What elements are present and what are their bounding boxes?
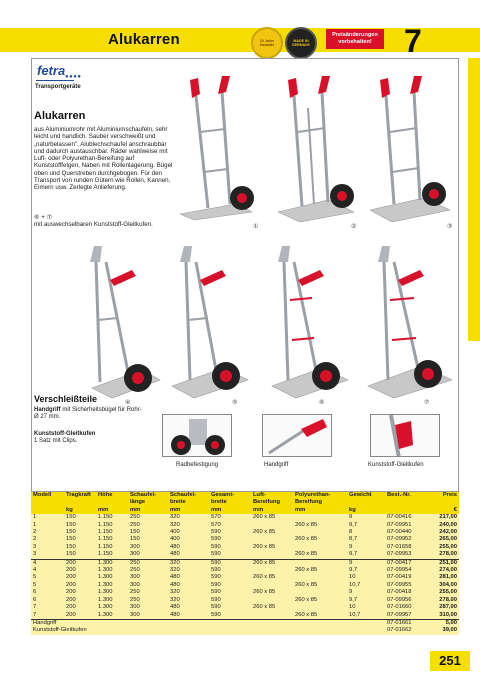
table-cell: 150: [64, 551, 96, 559]
table-cell: 250: [128, 559, 168, 567]
table-cell: [251, 536, 293, 543]
table-cell: 150: [64, 529, 96, 536]
table-cell: 250: [128, 567, 168, 574]
table-cell: 150: [64, 514, 96, 521]
table-cell: 590: [209, 589, 251, 596]
chapter-sidebar-tab: [468, 58, 480, 341]
table-cell: 1.150: [96, 529, 128, 536]
table-cell: 3: [31, 551, 64, 559]
table-cell: 2: [31, 536, 64, 543]
column-header: Preis: [421, 492, 459, 499]
table-cell: 320: [168, 522, 209, 529]
table-cell: 6: [31, 597, 64, 604]
product-heading: Alukarren: [34, 110, 86, 122]
brand-logo-line: [36, 80, 74, 81]
brand-subtitle: Transportgeräte: [35, 84, 81, 90]
table-cell: 150: [64, 522, 96, 529]
table-row: [31, 522, 459, 529]
hand-truck-3-image: [370, 72, 454, 222]
table-cell: [293, 559, 347, 567]
table-cell: 300: [128, 574, 168, 581]
column-header: Bereifung: [293, 499, 347, 506]
table-cell: 480: [168, 604, 209, 611]
table-cell: [293, 544, 347, 551]
handgrip-label: Handgriff: [34, 407, 61, 413]
table-header-row: [31, 492, 459, 499]
table-cell: 260 x 85: [251, 514, 293, 521]
table-row: [31, 589, 459, 596]
table-cell: 590: [209, 559, 251, 567]
table-cell: 1.150: [96, 514, 128, 521]
table-cell: 260 x 85: [293, 567, 347, 574]
table-row: [31, 574, 459, 581]
image-number-3: ③: [447, 224, 453, 230]
part-number-cell: 07-01662: [385, 627, 421, 634]
table-cell: 300: [128, 604, 168, 611]
table-cell: 1.150: [96, 544, 128, 551]
table-row: [31, 559, 459, 567]
table-cell: 590: [209, 597, 251, 604]
table-header-units-row: [31, 507, 459, 514]
table-row: [31, 544, 459, 551]
table-cell: 07-01660: [385, 604, 421, 611]
table-cell: [251, 612, 293, 620]
table-row: [31, 529, 459, 536]
table-cell: 1.300: [96, 612, 128, 620]
table-row: [31, 627, 459, 634]
handgrip-spec: [34, 407, 144, 421]
table-cell: 7: [31, 604, 64, 611]
column-header: mm: [209, 507, 251, 514]
table-cell: 240,00: [421, 522, 459, 529]
table-cell: 260 x 85: [251, 589, 293, 596]
table-cell: 255,00: [421, 589, 459, 596]
hand-truck-4-image: [72, 240, 162, 400]
guarantee-seal: 10 Jahre Garantie: [251, 27, 283, 59]
table-cell: 320: [168, 597, 209, 604]
table-cell: 5: [31, 574, 64, 581]
column-header: Best.-Nr.: [385, 492, 421, 499]
table-cell: 200: [64, 604, 96, 611]
table-cell: 07-00418: [385, 589, 421, 596]
table-row: [31, 619, 459, 627]
table-cell: 260 x 85: [293, 551, 347, 559]
table-cell: 07-09952: [385, 536, 421, 543]
wheel-mount-thumbnail: [162, 414, 232, 457]
table-cell: 251,00: [421, 559, 459, 567]
column-header: mm: [96, 507, 128, 514]
table-cell: 150: [128, 536, 168, 543]
hand-truck-1-image: [178, 72, 262, 220]
column-header: kg: [347, 507, 385, 514]
table-cell: [251, 551, 293, 559]
column-header: [31, 499, 64, 506]
brand-logo-dots: ●●●●: [65, 74, 82, 80]
table-cell: 320: [168, 589, 209, 596]
column-header: Modell: [31, 492, 64, 499]
table-cell: 07-09951: [385, 522, 421, 529]
table-row: [31, 567, 459, 574]
table-cell: 250: [128, 514, 168, 521]
caption-handgrip: Handgriff: [264, 462, 289, 468]
handgrip-thumbnail: [262, 414, 332, 457]
column-header: [64, 499, 96, 506]
part-price-cell: 5,00: [421, 619, 459, 627]
table-cell: 1.300: [96, 574, 128, 581]
table-cell: 400: [168, 536, 209, 543]
table-cell: 6: [31, 589, 64, 596]
table-cell: 10,7: [347, 582, 385, 589]
column-header: Tragkraft: [64, 492, 96, 499]
table-cell: 590: [209, 604, 251, 611]
table-cell: [293, 589, 347, 596]
table-cell: 3: [31, 544, 64, 551]
column-header: Gesamt-: [209, 492, 251, 499]
table-cell: 07-00417: [385, 559, 421, 567]
table-row: [31, 612, 459, 620]
hand-truck-7-image: [362, 240, 454, 400]
table-cell: 1: [31, 522, 64, 529]
table-row: [31, 597, 459, 604]
table-cell: [251, 567, 293, 574]
table-cell: 2: [31, 529, 64, 536]
skid-label: Kunststoff-Gleitkufen: [34, 431, 96, 437]
caption-wheel-mount: Radbefestigung: [176, 462, 219, 468]
table-cell: 1.300: [96, 559, 128, 567]
table-cell: 1.300: [96, 597, 128, 604]
table-cell: 320: [168, 559, 209, 567]
table-cell: 8: [347, 529, 385, 536]
table-cell: 1.150: [96, 551, 128, 559]
table-cell: 07-00416: [385, 514, 421, 521]
table-cell: 1.300: [96, 582, 128, 589]
table-cell: 300: [128, 551, 168, 559]
table-cell: [293, 574, 347, 581]
column-header: [96, 499, 128, 506]
column-header: Schaufel-: [128, 492, 168, 499]
table-cell: 260 x 85: [293, 612, 347, 620]
chapter-number: 7: [404, 23, 422, 59]
table-cell: 278,00: [421, 551, 459, 559]
table-cell: 9: [347, 559, 385, 567]
table-row: [31, 514, 459, 521]
made-in-germany-seal: MADE IN GERMANY: [285, 27, 317, 59]
table-cell: [251, 582, 293, 589]
table-cell: [293, 514, 347, 521]
table-cell: 150: [64, 544, 96, 551]
table-cell: 300: [128, 544, 168, 551]
part-name-cell: Kunststoff-Gleitkufen: [31, 627, 385, 634]
table-cell: 480: [168, 582, 209, 589]
table-cell: 300: [128, 612, 168, 620]
image-number-4: ④: [125, 400, 131, 406]
table-cell: 242,00: [421, 529, 459, 536]
table-cell: 200: [64, 567, 96, 574]
column-header: Luft-: [251, 492, 293, 499]
note-text: mit auswechselbaren Kunststoff-Gleitkufen.: [34, 221, 153, 229]
table-cell: 07-09955: [385, 582, 421, 589]
table-cell: [293, 604, 347, 611]
table-cell: 260 x 85: [251, 544, 293, 551]
image-number-1: ①: [253, 224, 259, 230]
table-cell: 9,7: [347, 522, 385, 529]
table-cell: 260 x 85: [251, 529, 293, 536]
table-cell: 1.300: [96, 567, 128, 574]
image-number-5: ⑤: [232, 400, 238, 406]
table-cell: 250: [128, 589, 168, 596]
table-row: [31, 551, 459, 559]
table-cell: 150: [128, 529, 168, 536]
table-cell: 07-09957: [385, 612, 421, 620]
page-title: Alukarren: [108, 31, 180, 48]
table-cell: 07-09956: [385, 597, 421, 604]
column-header: mm: [251, 507, 293, 514]
part-name-cell: Handgriff: [31, 619, 385, 627]
table-cell: 400: [168, 529, 209, 536]
table-cell: 200: [64, 597, 96, 604]
skid-text: 1 Satz mit Clips.: [34, 438, 78, 445]
table-cell: 07-09953: [385, 551, 421, 559]
column-header: Bereifung: [251, 499, 293, 506]
product-description: aus Aluminiumrohr mit Aluminiumschaufeln, sehr leicht und handlich. Sauber verschweißt und „naturbelassen". Alublechschaufel anschraubbar und dadurch austauschbar. Räder wahlweise mit Luft- oder Polyurethan-Bereifung auf Kunststofffelgen, Naben mit Rollenlagerung. Bügel oben und Querstreben durchgebogen. Für den Transport von runden Gütern wie Rollen, Kannen, Eimern usw. Zerlegte Anlieferung.: [34, 126, 173, 192]
table-cell: 217,00: [421, 514, 459, 521]
table-cell: [251, 522, 293, 529]
table-cell: 07-00419: [385, 574, 421, 581]
image-number-2: ②: [351, 224, 357, 230]
part-price-cell: 39,00: [421, 627, 459, 634]
spec-table: [31, 492, 459, 635]
table-cell: 260 x 85: [293, 522, 347, 529]
hand-truck-6-image: [262, 240, 352, 400]
table-cell: 1.150: [96, 522, 128, 529]
table-cell: 200: [64, 574, 96, 581]
table-cell: 281,00: [421, 574, 459, 581]
table-cell: 300: [128, 582, 168, 589]
table-cell: 9: [347, 544, 385, 551]
table-cell: 570: [209, 522, 251, 529]
column-header: mm: [128, 507, 168, 514]
table-cell: 10: [347, 604, 385, 611]
table-cell: 150: [64, 536, 96, 543]
wear-parts-heading: Verschleißteile: [34, 394, 98, 404]
table-cell: 9: [347, 514, 385, 521]
table-cell: 9,7: [347, 551, 385, 559]
table-cell: 250: [128, 597, 168, 604]
column-header: kg: [64, 507, 96, 514]
table-cell: 480: [168, 612, 209, 620]
page-number: 251: [430, 651, 470, 671]
table-cell: 200: [64, 612, 96, 620]
brand-logo: fetra: [37, 63, 66, 78]
column-header: Polyurethan-: [293, 492, 347, 499]
table-cell: 590: [209, 612, 251, 620]
column-header: [31, 507, 64, 514]
image-number-6: ⑥: [319, 400, 325, 406]
table-cell: 260 x 85: [293, 597, 347, 604]
table-cell: 260 x 85: [251, 604, 293, 611]
table-cell: 274,00: [421, 567, 459, 574]
table-cell: 5: [31, 582, 64, 589]
table-cell: 260 x 85: [251, 574, 293, 581]
table-header-row: [31, 499, 459, 506]
table-cell: 320: [168, 567, 209, 574]
column-header: [421, 499, 459, 506]
column-header: breite: [209, 499, 251, 506]
table-cell: 310,00: [421, 612, 459, 620]
table-cell: 4: [31, 559, 64, 567]
table-cell: 480: [168, 551, 209, 559]
table-cell: 590: [209, 544, 251, 551]
table-cell: 590: [209, 582, 251, 589]
column-header: [385, 507, 421, 514]
table-cell: 9,7: [347, 597, 385, 604]
column-header: [385, 499, 421, 506]
table-cell: 8,7: [347, 536, 385, 543]
table-cell: 250: [128, 522, 168, 529]
handgrip-text: mit Sicherheitsbügel für Rohr-Ø 27 mm.: [34, 407, 142, 421]
column-header: [347, 499, 385, 506]
table-cell: 10,7: [347, 612, 385, 620]
table-cell: 570: [209, 514, 251, 521]
table-cell: 200: [64, 559, 96, 567]
table-cell: 07-00440: [385, 529, 421, 536]
price-change-badge: Preisänderungen vorbehalten!: [326, 29, 384, 49]
table-cell: 1.300: [96, 604, 128, 611]
table-cell: 287,00: [421, 604, 459, 611]
table-cell: 1: [31, 514, 64, 521]
skid-spec: [34, 431, 144, 445]
table-row: [31, 582, 459, 589]
skid-thumbnail: [370, 414, 440, 457]
caption-skids: Kunststoff-Gleitkufen: [368, 462, 424, 468]
table-cell: 200: [64, 582, 96, 589]
part-number-cell: 07-01661: [385, 619, 421, 627]
image-number-7: ⑦: [424, 400, 430, 406]
table-cell: [251, 597, 293, 604]
table-cell: 1.150: [96, 536, 128, 543]
table-cell: 9: [347, 589, 385, 596]
column-header: mm: [168, 507, 209, 514]
table-cell: 590: [209, 574, 251, 581]
table-cell: 590: [209, 551, 251, 559]
table-cell: 590: [209, 536, 251, 543]
table-cell: 4: [31, 567, 64, 574]
column-header: breite: [168, 499, 209, 506]
table-cell: 260 x 85: [251, 559, 293, 567]
table-row: [31, 604, 459, 611]
table-cell: [293, 529, 347, 536]
column-header: mm: [293, 507, 347, 514]
table-cell: 07-09954: [385, 567, 421, 574]
hand-truck-5-image: [164, 240, 250, 400]
table-cell: 10: [347, 574, 385, 581]
table-cell: 265,00: [421, 536, 459, 543]
table-cell: 260 x 85: [293, 582, 347, 589]
table-cell: 480: [168, 574, 209, 581]
table-cell: 304,00: [421, 582, 459, 589]
hand-truck-2-image: [276, 72, 360, 222]
table-cell: 1.300: [96, 589, 128, 596]
table-cell: 590: [209, 567, 251, 574]
table-cell: 9,7: [347, 567, 385, 574]
table-cell: 480: [168, 544, 209, 551]
table-cell: 07-01658: [385, 544, 421, 551]
table-cell: 278,00: [421, 597, 459, 604]
table-cell: 260 x 85: [293, 536, 347, 543]
table-cell: 200: [64, 589, 96, 596]
column-header: länge: [128, 499, 168, 506]
table-row: [31, 536, 459, 543]
table-cell: 255,00: [421, 544, 459, 551]
column-header: Höhe: [96, 492, 128, 499]
column-header: Schaufel-: [168, 492, 209, 499]
column-header: €: [421, 507, 459, 514]
column-header: Gewicht: [347, 492, 385, 499]
note-symbols: ⑥ + ⑦: [34, 214, 53, 221]
table-cell: 7: [31, 612, 64, 620]
table-cell: 320: [168, 514, 209, 521]
table-cell: 590: [209, 529, 251, 536]
